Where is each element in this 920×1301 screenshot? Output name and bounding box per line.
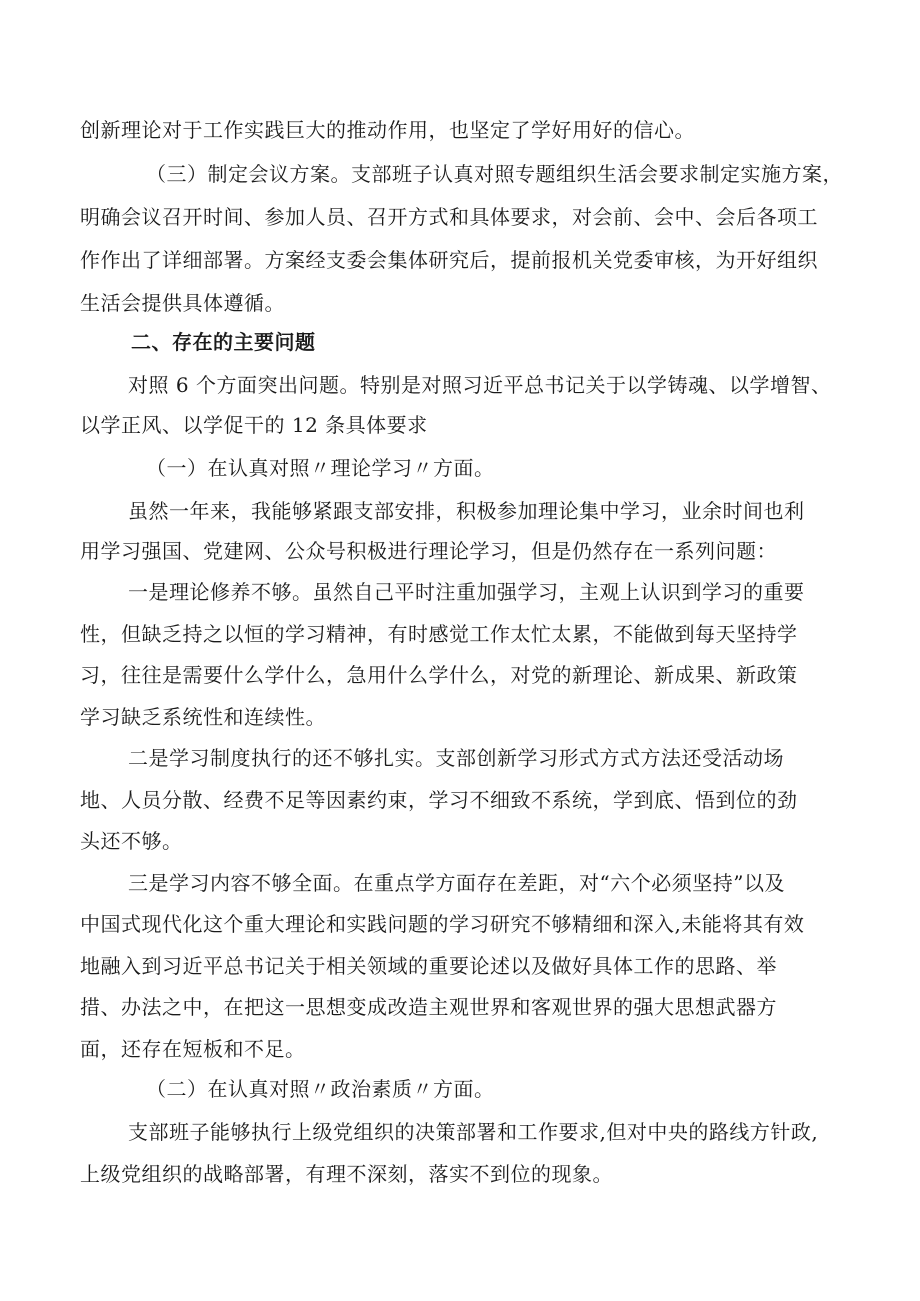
paragraph-line: 一是理论修养不够。虽然自己平时注重加强学习，主观上认识到学习的重要 [128,580,805,604]
paragraph-line: 用学习强国、党建网、公众号积极进行理论学习，但是仍然存在一系列问题： [80,539,777,563]
paragraph-line: 以学正风、以学促干的 12 条具体要求 [80,413,428,437]
paragraph-line: 二是学习制度执行的还不够扎实。支部创新学习形式方式方法还受活动场 [128,746,784,770]
paragraph-line: 措、办法之中，在把这一思想变成改造主观世界和客观世界的强大思想武器方 [80,995,777,1019]
paragraph-line: 虽然一年来，我能够紧跟支部安排，积极参加理论集中学习，业余时间也利 [128,499,805,523]
paragraph-line: 地、人员分散、经费不足等因素约束，学习不细致不系统，学到底、悟到位的劲 [80,788,798,812]
subsection-heading: （一）在认真对照〃理论学习〃方面。 [146,456,495,480]
paragraph-line: 头还不够。 [80,829,183,853]
paragraph-line: 中国式现代化这个重大理论和实践问题的学习研究不够精细和深入,未能将其有效 [80,912,805,936]
paragraph-line: 支部班子能够执行上级党组织的决策部署和工作要求,但对中央的路线方针政, [128,1120,819,1144]
paragraph-line: 三是学习内容不够全面。在重点学方面存在差距，对“六个必须坚持”以及 [128,871,785,895]
paragraph-line: 作作出了详细部署。方案经支委会集体研究后，提前报机关党委审核，为开好组织 [80,248,818,272]
paragraph-line: 对照 6 个方面突出问题。特别是对照习近平总书记关于以学铸魂、以学增智、 [128,373,832,397]
paragraph-line: 上级党组织的战略部署，有理不深刻，落实不到位的现象。 [80,1162,613,1186]
paragraph-line: 生活会提供具体遵循。 [80,291,285,315]
paragraph-line: 性，但缺乏持之以恒的学习精神，有时感觉工作太忙太累，不能做到每天坚持学 [80,622,798,646]
paragraph-line: 学习缺乏系统性和连续性。 [80,705,326,729]
paragraph-line: 面，还存在短板和不足。 [80,1037,306,1061]
paragraph-line: 习，往往是需要什么学什么，急用什么学什么，对党的新理论、新成果、新政策 [80,663,798,687]
section-heading: 二、存在的主要问题 [131,330,316,354]
paragraph-line: （三）制定会议方案。支部班子认真对照专题组织生活会要求制定实施方案， [146,162,843,186]
paragraph-line: 明确会议召开时间、参加人员、召开方式和具体要求，对会前、会中、会后各项工 [80,205,818,229]
paragraph-line: 创新理论对于工作实践巨大的推动作用，也坚定了学好用好的信心。 [80,118,695,142]
subsection-heading: （二）在认真对照〃政治素质〃方面。 [146,1077,495,1101]
paragraph-line: 地融入到习近平总书记关于相关领域的重要论述以及做好具体工作的思路、举 [80,954,777,978]
